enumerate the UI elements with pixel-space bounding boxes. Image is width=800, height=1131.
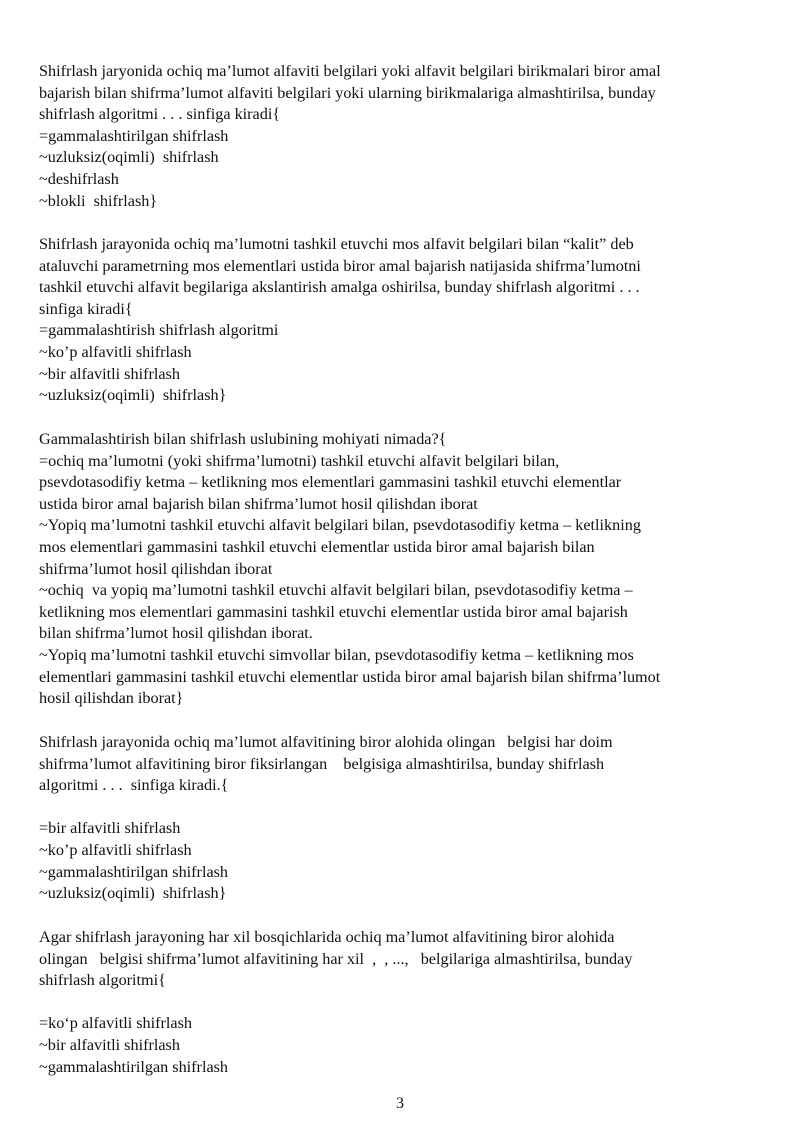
- question-2-line-5: =gammalashtirish shifrlash algoritmi: [39, 321, 279, 340]
- question-3-line-8: ~ochiq va yopiq ma’lumotni tashkil etuvchi alfavit belgilari bilan, psevdotasodifiy ketma –: [39, 581, 633, 600]
- question-3-line-3: psevdotasodifiy ketma – ketlikning mos elementlari gammasini tashkil etuvchi elementlar: [39, 473, 622, 492]
- question-1-line-7: ~blokli shifrlash}: [39, 191, 158, 210]
- question-4-line-8: ~uzluksiz(oqimli) shifrlash}: [39, 884, 227, 903]
- question-1-line-6: ~deshifrlash: [39, 169, 119, 188]
- question-block-4: [39, 732, 769, 905]
- question-5-line-6: ~bir alfavitli shifrlash: [39, 1035, 180, 1054]
- question-3-line-12: elementlari gammasini tashkil etuvchi elementlar ustida biror amal bajarish bilan shifrma’lumot: [39, 667, 661, 686]
- question-2-line-7: ~bir alfavitli shifrlash: [39, 364, 180, 383]
- question-3-line-6: mos elementlari gammasini tashkil etuvchi elementlar ustida biror amal bajarish bilan: [39, 537, 595, 556]
- question-2-line-3: tashkil etuvchi alfavit begilariga akslantirish amalga oshirilsa, bunday shifrlash algoritmi . . .: [39, 278, 640, 297]
- question-2-line-2: ataluvchi parametrning mos elementlari ustida biror amal bajarish natijasida shifrma’lumotni: [39, 256, 641, 275]
- question-1-line-3: shifrlash algoritmi . . . sinfiga kiradi{: [39, 105, 281, 124]
- question-4-line-2: shifrma’lumot alfavitining biror fiksirlangan belgisiga almashtirilsa, bunday shifrlash: [39, 754, 605, 773]
- question-3-line-7: shifrma’lumot hosil qilishdan iborat: [39, 559, 273, 578]
- question-5-line-7: ~gammalashtirilgan shifrlash: [39, 1057, 229, 1076]
- question-block-1: [39, 61, 769, 212]
- question-3-line-13: hosil qilishdan iborat}: [39, 689, 184, 708]
- question-1-line-2: bajarish bilan shifrma’lumot alfaviti belgilari yoki ularning birikmalariga almashtirilsa, bunday: [39, 83, 656, 102]
- page-number: 3: [396, 1095, 404, 1112]
- question-block-2: [39, 234, 769, 407]
- question-3-line-4: ustida biror amal bajarish bilan shifrma’lumot hosil qilishdan iborat: [39, 494, 478, 513]
- question-4-line-1: Shifrlash jarayonida ochiq ma’lumot alfavitining biror alohida olingan belgisi har doim: [39, 733, 613, 751]
- question-1-line-4: =gammalashtirilgan shifrlash: [39, 126, 229, 145]
- question-5-line-3: shifrlash algoritmi{: [39, 971, 166, 990]
- question-4-line-4: [39, 797, 769, 819]
- question-1-line-1: Shifrlash jaryonida ochiq ma’lumot alfaviti belgilari yoki alfavit belgilari birikmalari biror amal: [39, 62, 661, 80]
- question-5-line-5: =ko‘p alfavitli shifrlash: [39, 1014, 192, 1033]
- question-3-line-2: =ochiq ma’lumotni (yoki shifrma’lumotni) tashkil etuvchi alfavit belgilari bilan,: [39, 451, 560, 470]
- question-2-line-6: ~ko’p alfavitli shifrlash: [39, 342, 192, 361]
- question-3-line-1: Gammalashtirish bilan shifrlash uslubining mohiyati nimada?{: [39, 430, 447, 448]
- question-5-line-2: olingan belgisi shifrma’lumot alfavitining har xil , , ..., belgilariga almashtirilsa, bunday: [39, 949, 633, 968]
- question-1-line-5: ~uzluksiz(oqimli) shifrlash: [39, 148, 219, 167]
- question-4-line-3: algoritmi . . . sinfiga kiradi.{: [39, 776, 229, 795]
- question-2-line-4: sinfiga kiradi{: [39, 299, 133, 318]
- question-2-line-1: Shifrlash jarayonida ochiq ma’lumotni tashkil etuvchi mos alfavit belgilari bilan “kalit” deb: [39, 235, 634, 253]
- question-5-line-1: Agar shifrlash jarayoning har xil bosqichlarida ochiq ma’lumot alfavitining biror alohida: [39, 928, 615, 946]
- question-4-line-5: =bir alfavitli shifrlash: [39, 819, 181, 838]
- question-5-line-4: [39, 992, 769, 1014]
- question-block-5: [39, 927, 769, 1078]
- question-2-line-8: ~uzluksiz(oqimli) shifrlash}: [39, 386, 227, 405]
- question-4-line-7: ~gammalashtirilgan shifrlash: [39, 862, 229, 881]
- question-3-line-5: ~Yopiq ma’lumotni tashkil etuvchi alfavit belgilari bilan, psevdotasodifiy ketma – ketlikning: [39, 516, 641, 535]
- question-block-3: [39, 429, 769, 710]
- question-3-line-10: bilan shifrma’lumot hosil qilishdan iborat.: [39, 624, 313, 643]
- question-3-line-9: ketlikning mos elementlari gammasini tashkil etuvchi elementlar ustida biror amal bajarish: [39, 602, 628, 621]
- question-3-line-11: ~Yopiq ma’lumotni tashkil etuvchi simvollar bilan, psevdotasodifiy ketma – ketlikning mos: [39, 645, 634, 664]
- question-4-line-6: ~ko’p alfavitli shifrlash: [39, 840, 192, 859]
